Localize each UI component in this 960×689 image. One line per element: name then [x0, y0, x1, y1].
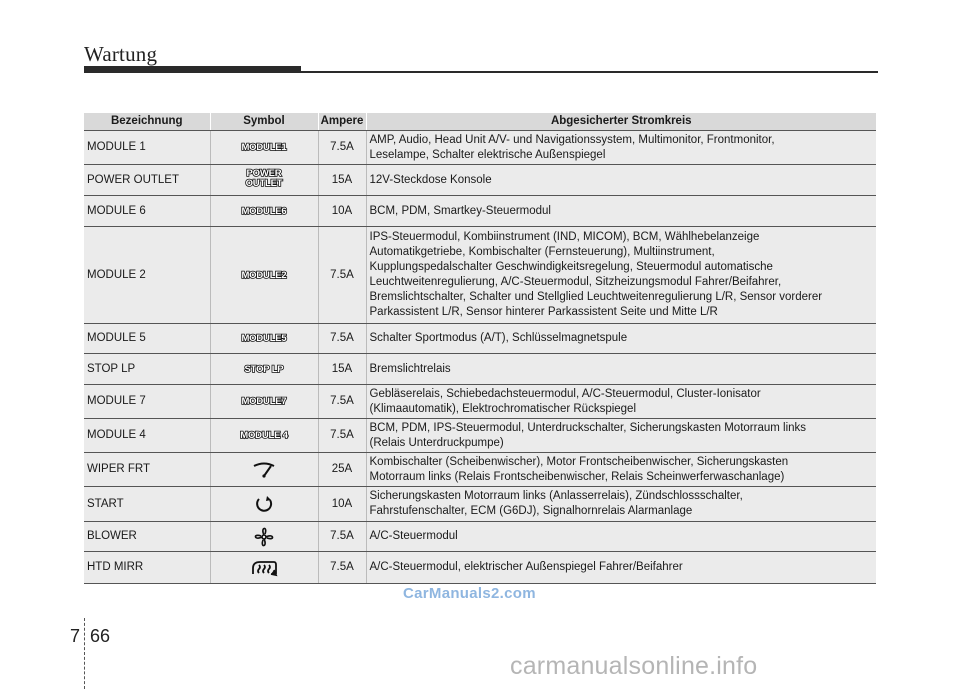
symbol-label [241, 143, 286, 153]
circuit-line: Bremslichtrelais [369, 362, 451, 375]
circuit-line: AMP, Audio, Head Unit A/V- und Navigationssystem, Multimonitor, Frontmonitor, [369, 133, 775, 146]
fuse-circuit [366, 552, 876, 584]
fuse-ampere: 10A [318, 196, 366, 227]
column-header: Abgesicherter Stromkreis [366, 113, 876, 131]
circuit-line: BCM, PDM, IPS-Steuermodul, Unterdruckschalter, Sicherungskasten Motorraum links [369, 421, 807, 434]
circuit-line: Fahrstufenschalter, ECM (G6DJ), Signalhornrelais Alarmanlage [369, 505, 693, 517]
fuse-name: HTD MIRR [84, 552, 210, 584]
circuit-line: 12V-Steckdose Konsole [369, 173, 492, 186]
circuit-line: A/C-Steuermodul [369, 530, 458, 542]
fuse-symbol [210, 419, 318, 453]
circuit-line: (Relais Unterdruckpumpe) [369, 436, 504, 449]
table-row [84, 522, 876, 552]
symbol-label-line: MODULE1 [241, 142, 287, 153]
start-key-icon [214, 494, 315, 514]
fuse-symbol [210, 487, 318, 522]
symbol-label-line: OUTLET [245, 178, 283, 189]
symbol-label [241, 271, 286, 281]
heated-mirror-icon [214, 558, 315, 578]
fuse-ampere: 7.5A [318, 552, 366, 584]
table-row [84, 131, 876, 165]
fuse-symbol [210, 196, 318, 227]
fuse-name: START [84, 487, 210, 522]
symbol-label [245, 365, 284, 375]
column-header: Bezeichnung [84, 113, 210, 131]
page-number: 66 [90, 626, 111, 646]
fuse-name: MODULE 2 [84, 227, 210, 324]
fuse-ampere: 10A [318, 487, 366, 522]
title-bar [84, 66, 301, 73]
fuse-name: MODULE 6 [84, 196, 210, 227]
fuse-symbol [210, 227, 318, 324]
fuse-name: STOP LP [84, 354, 210, 385]
circuit-line: Kombischalter (Scheibenwischer), Motor Frontscheibenwischer, Sicherungskasten [369, 455, 789, 468]
fuse-circuit [366, 196, 876, 227]
symbol-label [240, 431, 288, 441]
symbol-label [241, 207, 286, 217]
circuit-line: (Klimaautomatik), Elektrochromatischer Rückspiegel [369, 402, 637, 415]
circuit-line: Schalter Sportmodus (A/T), Schlüsselmagnetspule [369, 332, 628, 344]
fuse-circuit [366, 131, 876, 165]
fuse-ampere: 25A [318, 453, 366, 487]
table-row [84, 385, 876, 419]
circuit-line: BCM, PDM, Smartkey-Steuermodul [369, 204, 551, 217]
fuse-symbol [210, 453, 318, 487]
fuse-ampere: 15A [318, 165, 366, 196]
fuse-name: MODULE 4 [84, 419, 210, 453]
table-row [84, 552, 876, 584]
circuit-line: Bremslichtschalter, Schalter und Stellglied Leuchtweitenregulierung L/R, Sensor vorderer [369, 291, 823, 303]
fuse-circuit [366, 453, 876, 487]
fuse-symbol [210, 354, 318, 385]
symbol-label-line: STOP LP [244, 363, 284, 375]
circuit-line: IPS-Steuermodul, Kombiinstrument (IND, MICOM), BCM, Wählhebelanzeige [369, 231, 760, 243]
symbol-label-line: MODULE 4 [240, 430, 288, 441]
table-header-row [84, 113, 876, 131]
fuse-table [84, 113, 876, 584]
symbol-label [241, 334, 286, 344]
symbol-label [246, 169, 283, 189]
watermark-bottom: carmanualsonline.info [510, 652, 758, 680]
circuit-line: A/C-Steuermodul, elektrischer Außenspiegel Fahrer/Beifahrer [369, 561, 683, 573]
table-row [84, 354, 876, 385]
fuse-ampere: 7.5A [318, 419, 366, 453]
fuse-table-body [84, 131, 876, 584]
table-row [84, 165, 876, 196]
fuse-ampere: 7.5A [318, 385, 366, 419]
fuse-circuit [366, 227, 876, 324]
section-title: Wartung [84, 42, 158, 66]
circuit-line: Leuchtweitenregulierung, A/C-Steuermodul, Sitzheizungsmodul Fahrer/Beifahrer, [369, 276, 782, 288]
fuse-name: MODULE 7 [84, 385, 210, 419]
circuit-line: Sicherungskasten Motorraum links (Anlasserrelais), Zündschlossschalter, [369, 490, 743, 502]
fuse-ampere: 7.5A [318, 522, 366, 552]
fuse-circuit [366, 324, 876, 354]
circuit-line: Gebläserelais, Schiebedachsteuermodul, A/C-Steuermodul, Cluster-Ionisator [369, 387, 761, 400]
fuse-ampere: 7.5A [318, 131, 366, 165]
blower-fan-icon [214, 525, 315, 549]
circuit-line: Kupplungspedalschalter Geschwindigkeitsregelung, Steuermodul automatische [369, 261, 773, 273]
title-rule [301, 71, 878, 73]
table-row [84, 196, 876, 227]
circuit-line: Leselampe, Schalter elektrische Außenspiegel [369, 148, 606, 161]
chapter-number: 7 [70, 626, 81, 646]
fuse-name: MODULE 1 [84, 131, 210, 165]
fuse-circuit [366, 354, 876, 385]
fuse-circuit [366, 419, 876, 453]
page-divider [84, 618, 86, 689]
fuse-circuit [366, 385, 876, 419]
wiper-icon [214, 461, 315, 479]
fuse-symbol [210, 165, 318, 196]
fuse-symbol [210, 324, 318, 354]
fuse-circuit [366, 522, 876, 552]
fuse-circuit [366, 487, 876, 522]
symbol-label-line: MODULE2 [241, 269, 287, 281]
circuit-line: Automatikgetriebe, Kombischalter (Fernsteuerung), Multiinstrument, [369, 246, 715, 258]
fuse-ampere: 7.5A [318, 227, 366, 324]
table-row [84, 324, 876, 354]
fuse-symbol [210, 522, 318, 552]
symbol-label [241, 397, 286, 407]
circuit-line: Motorraum links (Relais Frontscheibenwischer, Relais Scheinwerferwaschanlage) [369, 470, 785, 483]
fuse-name: MODULE 5 [84, 324, 210, 354]
fuse-symbol [210, 552, 318, 584]
fuse-circuit [366, 165, 876, 196]
watermark-top: CarManuals2.com [403, 585, 536, 602]
symbol-label-line: MODULE7 [241, 396, 287, 407]
fuse-name: WIPER FRT [84, 453, 210, 487]
column-header: Ampere [318, 113, 366, 131]
table-row [84, 227, 876, 324]
fuse-ampere: 15A [318, 354, 366, 385]
circuit-line: Parkassistent L/R, Sensor hinterer Parkassistent Seite und Mitte L/R [369, 306, 718, 318]
symbol-label-line: MODULE6 [241, 205, 287, 217]
symbol-label-line: POWER [246, 168, 282, 179]
fuse-name: POWER OUTLET [84, 165, 210, 196]
symbol-label-line: MODULE5 [241, 333, 287, 344]
table-row [84, 487, 876, 522]
fuse-name: BLOWER [84, 522, 210, 552]
column-header: Symbol [210, 113, 318, 131]
fuse-symbol [210, 385, 318, 419]
fuse-symbol [210, 131, 318, 165]
table-row [84, 453, 876, 487]
table-row [84, 419, 876, 453]
fuse-ampere: 7.5A [318, 324, 366, 354]
